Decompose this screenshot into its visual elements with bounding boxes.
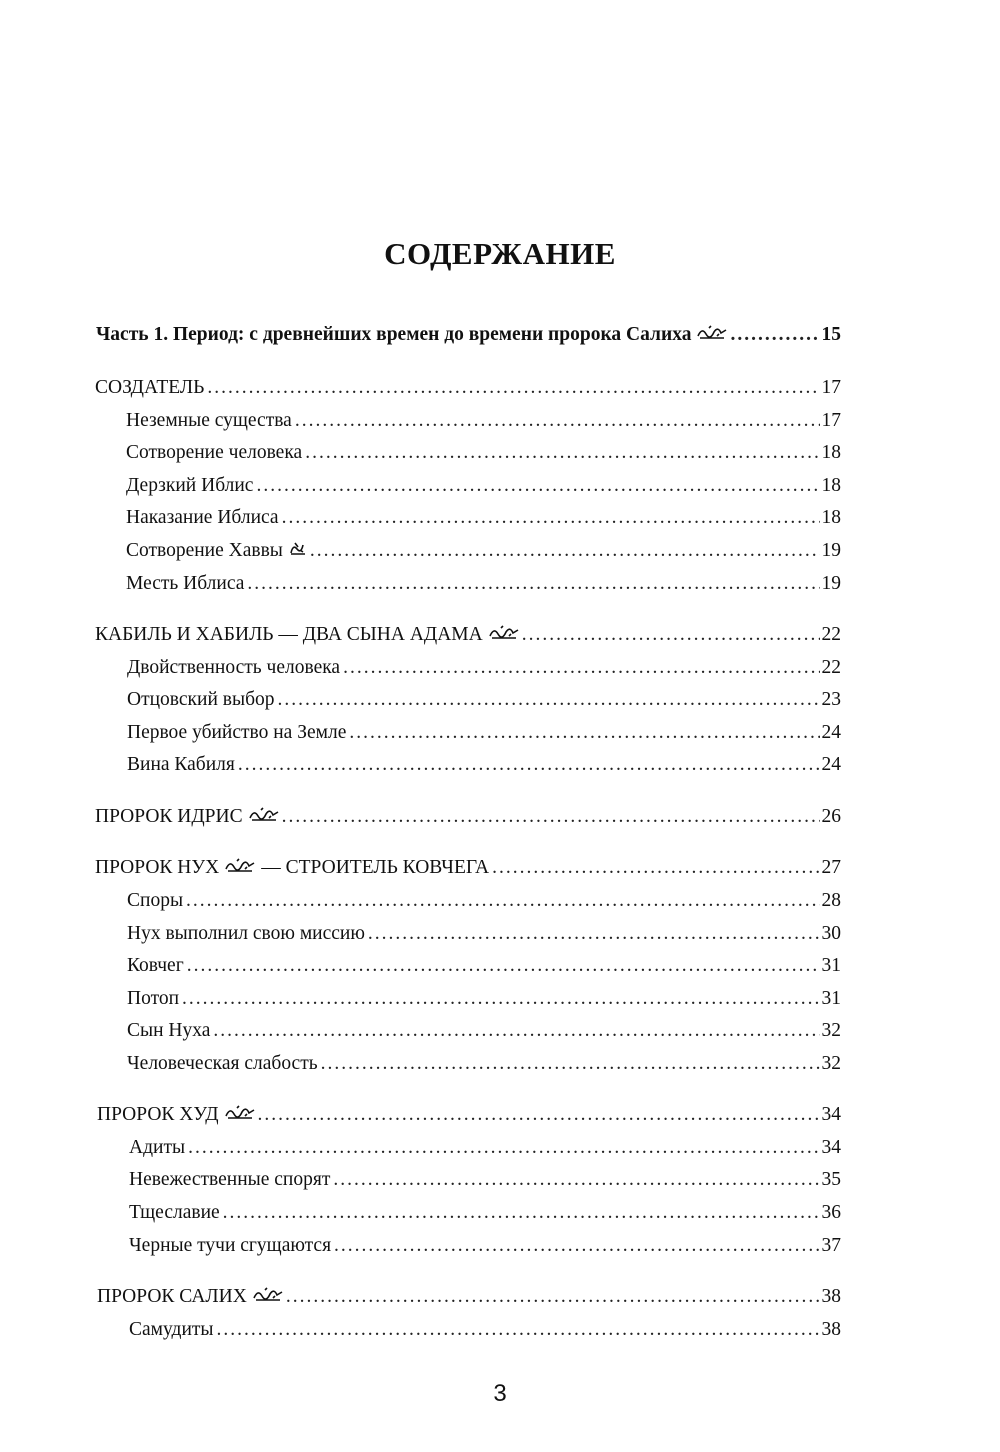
toc-page-number: 18 xyxy=(821,507,841,528)
toc-entry-label: Споры xyxy=(127,890,184,911)
toc-page-number: 31 xyxy=(821,955,841,976)
page-title: СОДЕРЖАНИЕ xyxy=(384,236,616,271)
toc-entry-label: ПРОРОК НУХ xyxy=(95,857,220,878)
toc-page-number: 15 xyxy=(821,324,841,345)
toc-page-number: 32 xyxy=(821,1053,841,1074)
toc-entry-label: Сотворение человека xyxy=(126,442,303,463)
toc-entry-label: Нух выполнил свою миссию xyxy=(127,923,365,944)
toc-page-number: 26 xyxy=(821,806,841,827)
toc-entry-label: Первое убийство на Земле xyxy=(127,722,347,743)
toc-page-number: 34 xyxy=(821,1104,841,1125)
toc-section-entry[interactable] xyxy=(126,409,841,433)
toc-section-entry[interactable] xyxy=(127,656,841,680)
toc-page-number: 19 xyxy=(821,540,841,561)
toc-chapter-entry[interactable] xyxy=(97,1285,841,1309)
toc-section-entry[interactable] xyxy=(126,572,841,596)
toc-page-number: 17 xyxy=(821,377,841,398)
toc-page-number: 37 xyxy=(821,1235,841,1256)
toc-entry-label: Месть Иблиса xyxy=(126,573,245,594)
toc-chapter-entry[interactable] xyxy=(95,805,841,829)
toc-page-number: 38 xyxy=(821,1286,841,1307)
toc-entry-label: КАБИЛЬ И ХАБИЛЬ — ДВА СЫНА АДАМА xyxy=(95,624,483,645)
toc-part-entry[interactable] xyxy=(96,323,841,347)
toc-entry-label: Сын Нуха xyxy=(127,1020,211,1041)
toc-section-entry[interactable] xyxy=(127,1019,841,1043)
toc-entry-label: Адиты xyxy=(129,1137,186,1158)
toc-page-number: 32 xyxy=(821,1020,841,1041)
toc-chapter-entry[interactable] xyxy=(97,1103,841,1127)
pbuh-icon xyxy=(225,1104,255,1120)
toc-entry-label: Человеческая слабость xyxy=(127,1053,318,1074)
toc-entry-label: Неземные существа xyxy=(126,410,292,431)
toc-chapter-entry[interactable] xyxy=(95,376,841,400)
toc-page-number: 28 xyxy=(821,890,841,911)
toc-page-number: 19 xyxy=(821,573,841,594)
toc-section-entry[interactable] xyxy=(129,1201,841,1225)
toc-section-entry[interactable] xyxy=(127,889,841,913)
toc-section-entry[interactable] xyxy=(127,987,841,1011)
toc-entry-label: Двойственность человека xyxy=(127,657,341,678)
toc-chapter-entry[interactable] xyxy=(95,623,841,647)
toc-entry-label: Часть 1. Период: с древнейших времен до времени пророка Салиха xyxy=(96,324,692,345)
toc-page-number: 18 xyxy=(821,442,841,463)
toc-entry-label: Ковчег xyxy=(127,955,184,976)
toc-entry-label: ПРОРОК ХУД xyxy=(97,1104,219,1125)
page-number: 3 xyxy=(493,1380,507,1407)
toc-section-entry[interactable] xyxy=(129,1168,841,1192)
toc-section-entry[interactable] xyxy=(126,506,841,530)
pbuh-icon xyxy=(249,806,279,822)
toc-entry-label: Дерзкий Иблис xyxy=(126,475,254,496)
toc-page-number: 18 xyxy=(821,475,841,496)
pbuh-icon xyxy=(253,1286,283,1302)
toc-page-number: 36 xyxy=(821,1202,841,1223)
toc-section-entry[interactable] xyxy=(127,954,841,978)
toc-section-entry[interactable] xyxy=(127,688,841,712)
toc-section-entry[interactable] xyxy=(129,1234,841,1258)
toc-entry-label: Черные тучи сгущаются xyxy=(129,1235,332,1256)
toc-section-entry[interactable] xyxy=(127,922,841,946)
toc-page-number: 38 xyxy=(821,1319,841,1340)
toc-page-number: 34 xyxy=(821,1137,841,1158)
toc-section-entry[interactable] xyxy=(127,753,841,777)
toc-entry-label: ПРОРОК САЛИХ xyxy=(97,1286,247,1307)
toc-section-entry[interactable] xyxy=(126,474,841,498)
toc-section-entry[interactable] xyxy=(126,539,841,563)
toc-section-entry[interactable] xyxy=(129,1318,841,1342)
toc-entry-label: Самудиты xyxy=(129,1319,214,1340)
toc-page-number: 30 xyxy=(821,923,841,944)
toc-page-number: 23 xyxy=(821,689,841,710)
toc-page-number: 31 xyxy=(821,988,841,1009)
toc-page-number: 27 xyxy=(821,857,841,878)
toc-entry-label: Потоп xyxy=(127,988,180,1009)
ra-icon xyxy=(289,540,307,556)
toc-page-number: 24 xyxy=(821,754,841,775)
toc-page-number: 35 xyxy=(821,1169,841,1190)
toc-page-number: 17 xyxy=(821,410,841,431)
toc-entry-label: Наказание Иблиса xyxy=(126,507,279,528)
toc-page-number: 22 xyxy=(821,624,841,645)
pbuh-icon xyxy=(697,324,727,340)
pbuh-icon xyxy=(489,624,519,640)
toc-entry-label: СОЗДАТЕЛЬ xyxy=(95,377,205,398)
toc-entry-label: Сотворение Хаввы xyxy=(126,540,283,561)
toc-entry-label: Невежественные спорят xyxy=(129,1169,331,1190)
pbuh-icon xyxy=(225,857,255,873)
toc-entry-label-suffix: — СТРОИТЕЛЬ КОВЧЕГА xyxy=(261,857,490,878)
toc-entry-label: Отцовский выбор xyxy=(127,689,275,710)
toc-chapter-entry[interactable] xyxy=(95,856,841,880)
toc-section-entry[interactable] xyxy=(126,441,841,465)
toc-section-entry[interactable] xyxy=(127,1052,841,1076)
toc-entry-label: ПРОРОК ИДРИС xyxy=(95,806,243,827)
toc-section-entry[interactable] xyxy=(127,721,841,745)
toc-entry-label: Вина Кабиля xyxy=(127,754,235,775)
toc-entry-label: Тщеславие xyxy=(129,1202,220,1223)
toc-section-entry[interactable] xyxy=(129,1136,841,1160)
toc-page-number: 24 xyxy=(821,722,841,743)
toc-page-number: 22 xyxy=(821,657,841,678)
